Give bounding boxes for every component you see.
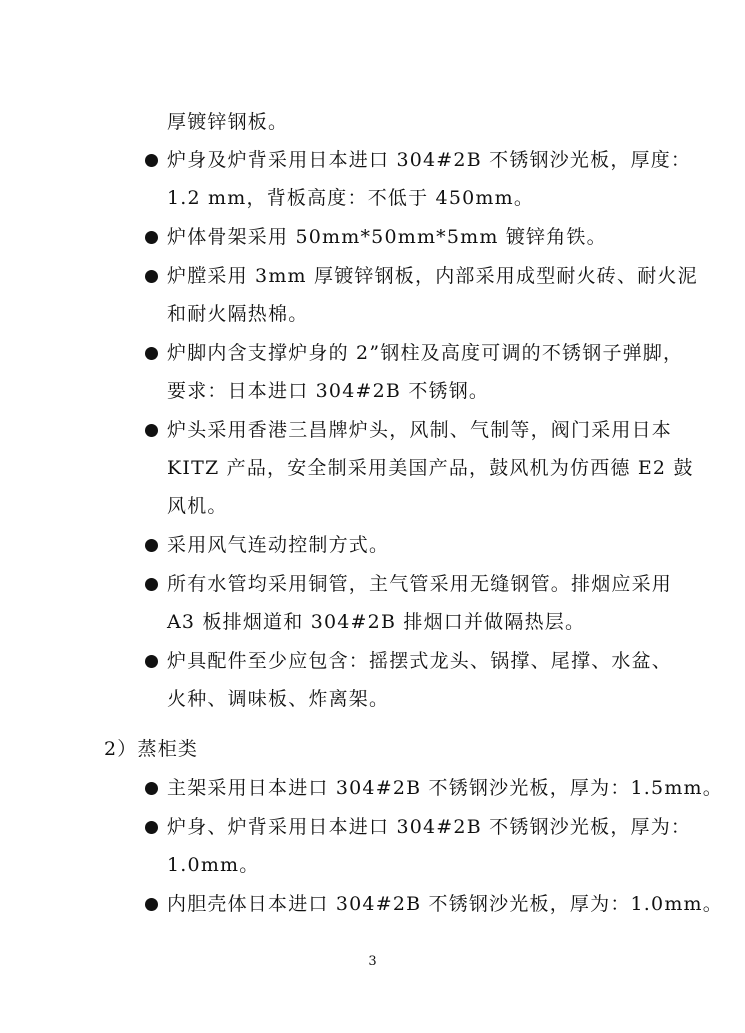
bullet-line: 要求：日本进口 304#2B 不锈钢。 — [167, 380, 490, 402]
bullet-dot — [145, 898, 158, 911]
bullet-line: 主架采用日本进口 304#2B 不锈钢沙光板，厚为：1.5mm。 — [167, 777, 723, 799]
bullet-dot — [145, 578, 158, 591]
bullet-dot — [145, 821, 158, 834]
bullet-dot — [145, 424, 158, 437]
bullet-dot — [145, 231, 158, 244]
bullet-line: KITZ 产品，安全制采用美国产品，鼓风机为仿西德 E2 鼓 — [167, 457, 694, 479]
bullet-line: 炉脚内含支撑炉身的 2”钢柱及高度可调的不锈钢子弹脚， — [167, 342, 684, 364]
bullet-line: 所有水管均采用铜管，主气管采用无缝钢管。排烟应采用 — [167, 573, 673, 595]
bullet-line: 内胆壳体日本进口 304#2B 不锈钢沙光板，厚为：1.0mm。 — [167, 893, 723, 915]
bullet-line: 炉身及炉背采用日本进口 304#2B 不锈钢沙光板，厚度： — [167, 149, 692, 171]
bullet-dot — [145, 539, 158, 552]
bullet-line: 炉膛采用 3mm 厚镀锌钢板，内部采用成型耐火砖、耐火泥 — [167, 265, 698, 287]
bullet-dot — [145, 154, 158, 167]
bullet-dot — [145, 347, 158, 360]
page-number: 3 — [368, 954, 377, 969]
bullet-line: A3 板排烟道和 304#2B 排烟口并做隔热层。 — [167, 611, 586, 633]
bullet-line: 炉身、炉背采用日本进口 304#2B 不锈钢沙光板，厚为： — [167, 816, 692, 838]
bullet-line: 炉体骨架采用 50mm*50mm*5mm 镀锌角铁。 — [167, 226, 607, 248]
bullet-line: 炉头采用香港三昌牌炉头，风制、气制等，阀门采用日本 — [167, 419, 673, 441]
bullet-line: 1.0mm。 — [167, 854, 260, 876]
bullet-dot — [145, 782, 158, 795]
bullet-line: 1.2 mm，背板高度：不低于 450mm。 — [167, 187, 535, 209]
continuation-text: 厚镀锌钢板。 — [167, 111, 289, 133]
bullet-line: 和耐火隔热棉。 — [167, 303, 309, 325]
bullet-line: 采用风气连动控制方式。 — [167, 534, 390, 556]
bullet-line: 炉具配件至少应包含：摇摆式龙头、锅撑、尾撑、水盆、 — [167, 650, 673, 672]
bullet-dot — [145, 655, 158, 668]
section-heading: 2）蒸柜类 — [104, 738, 199, 760]
bullet-line: 风机。 — [167, 495, 228, 517]
bullet-dot — [145, 270, 158, 283]
bullet-line: 火种、调味板、炸离架。 — [167, 688, 390, 710]
